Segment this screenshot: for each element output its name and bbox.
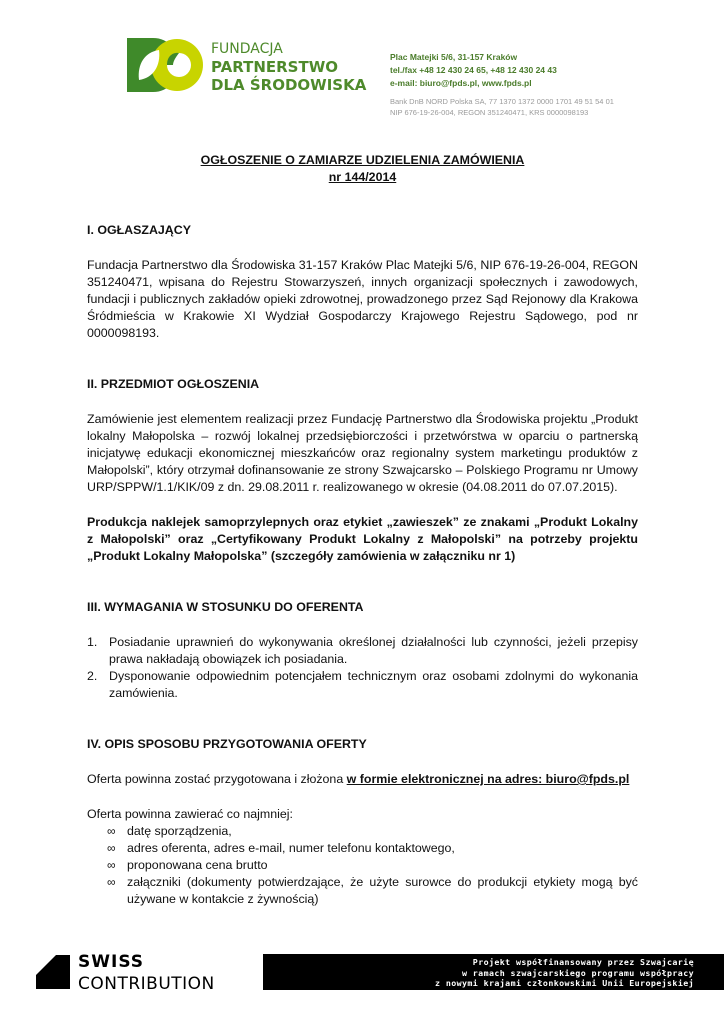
contact-phone: tel./fax +48 12 430 24 65, +48 12 430 24 43	[390, 65, 557, 75]
section-1-heading: I. OGŁASZAJĄCY	[87, 223, 191, 237]
requirement-text: Dysponowanie odpowiednim potencjałem technicznym oraz osobami zdolnymi do wykonania zamówienia.	[109, 669, 638, 700]
list-item	[107, 857, 638, 874]
logo-line-1: FUNDACJA	[211, 41, 283, 57]
bank-account: Bank DnB NORD Polska SA, 77 1370 1372 0000 1701 49 51 54 01	[390, 97, 614, 106]
offer-contents-intro: Oferta powinna zawierać co najmniej:	[87, 807, 293, 821]
cofinancing-banner	[263, 954, 724, 990]
swiss-line-2: CONTRIBUTION	[78, 974, 215, 994]
requirement-number: 2.	[87, 669, 98, 683]
infinity-bullet-icon: ∞	[107, 875, 116, 889]
list-item-text: adres oferenta, adres e-mail, numer telefonu kontaktowego,	[127, 841, 455, 855]
banner-line-1: Projekt współfinansowany przez Szwajcarię	[472, 957, 694, 967]
requirement-text: Posiadanie uprawnień do wykonywania określonej działalności lub czynności, jeżeli przepisy prawa nakładają obowiązek ich posiadania.	[109, 635, 638, 666]
list-item	[107, 874, 638, 908]
swiss-line-1: SWISS	[78, 952, 145, 972]
infinity-bullet-icon: ∞	[107, 858, 116, 872]
email-submission-link[interactable]: w formie elektronicznej na adres: biuro@fpds.pl	[346, 772, 630, 786]
banner-line-2: w ramach szwajcarskiego programu współpracy	[462, 967, 694, 978]
section-4-intro	[87, 771, 638, 788]
bank-info	[390, 96, 614, 118]
requirement-number: 1.	[87, 635, 98, 649]
infinity-bullet-icon: ∞	[107, 824, 116, 838]
swiss-contribution-wordmark	[78, 951, 215, 995]
banner-line-3: z nowymi krajami członkowskimi Unii Europejskiej	[435, 978, 694, 988]
registry-numbers: NIP 676-19-26-004, REGON 351240471, KRS 0000098193	[390, 108, 589, 117]
list-item-text: datę sporządzenia,	[127, 824, 232, 838]
list-item-text: załączniki (dokumenty potwierdzające, że użyte surowce do produkcji etykiety mogą być używane w kontakcie z żywnością)	[127, 875, 638, 906]
section-2-bold-text: Produkcja naklejek samoprzylepnych oraz etykiet „zawieszek” ze znakami „Produkt Lokalny z Małopolski” oraz „Certyfikowany Produkt Lokalny z Małopolski” na potrzeby projektu „Produkt Lokalny Małopolska” (szczegóły zamówienia w załączniku nr 1)	[87, 515, 638, 563]
title-line-2: nr 144/2014	[328, 170, 397, 184]
logo-line-2: PARTNERSTWO	[211, 58, 339, 76]
contact-info	[390, 51, 557, 90]
section-3-heading: III. WYMAGANIA W STOSUNKU DO OFERENTA	[87, 600, 364, 614]
infinity-bullet-icon: ∞	[107, 841, 116, 855]
section-1-text: Fundacja Partnerstwo dla Środowiska 31-157 Kraków Plac Matejki 5/6, NIP 676-19-26-004, REGON 351240471, wpisana do Rejestru Stowarzyszeń, innych organizacji społecznych i zawodowych, fundacji i publicznych zakładów opieki zdrowotnej, prowadzonego przez Sąd Rejonowy dla Krakowa Śródmieścia w Krakowie XI Wydział Gospodarczy Krajowego Rejestru Sądowego, pod nr 0000098193.	[87, 258, 638, 340]
requirement-item	[87, 668, 638, 702]
contact-email[interactable]: e-mail: biuro@fpds.pl, www.fpds.pl	[390, 78, 532, 88]
contact-address: Plac Matejki 5/6, 31-157 Kraków	[390, 52, 518, 62]
swiss-contribution-logo-icon	[36, 955, 70, 989]
section-2-text: Zamówienie jest elementem realizacji przez Fundację Partnerstwo dla Środowiska projektu „Produkt lokalny Małopolska – rozwój lokalnej przedsiębiorczości i przetwórstwa w oparciu o partnerską inicjatywę edukacji ekonomicznej mieszkańców oraz regionalny system marketingu produktów z Małopolski”, który otrzymał dofinansowanie ze strony Szwajcarsko – Polskiego Programu nr Umowy URP/SPPW/1.1/KIK/09 z dn. 29.08.2011 r. realizowanego w okresie (04.08.2011 do 07.07.2015).	[87, 412, 638, 494]
requirements-list	[87, 634, 638, 702]
fundacja-logo-icon	[125, 36, 205, 94]
list-item-text: proponowana cena brutto	[127, 858, 268, 872]
section-2-heading: II. PRZEDMIOT OGŁOSZENIA	[87, 377, 260, 391]
document-title	[87, 152, 638, 186]
document-body	[87, 152, 638, 908]
logo-wordmark	[211, 40, 366, 94]
section-4-intro-text: Oferta powinna zostać przygotowana i złożona	[87, 772, 347, 786]
section-4-heading: IV. OPIS SPOSOBU PRZYGOTOWANIA OFERTY	[87, 737, 367, 751]
logo-line-3: DLA ŚRODOWISKA	[211, 76, 367, 94]
title-line-1: OGŁOSZENIE O ZAMIARZE UDZIELENIA ZAMÓWIENIA	[200, 153, 525, 167]
requirement-item	[87, 634, 638, 668]
list-item	[107, 840, 638, 857]
offer-contents-list	[87, 823, 638, 908]
list-item	[107, 823, 638, 840]
